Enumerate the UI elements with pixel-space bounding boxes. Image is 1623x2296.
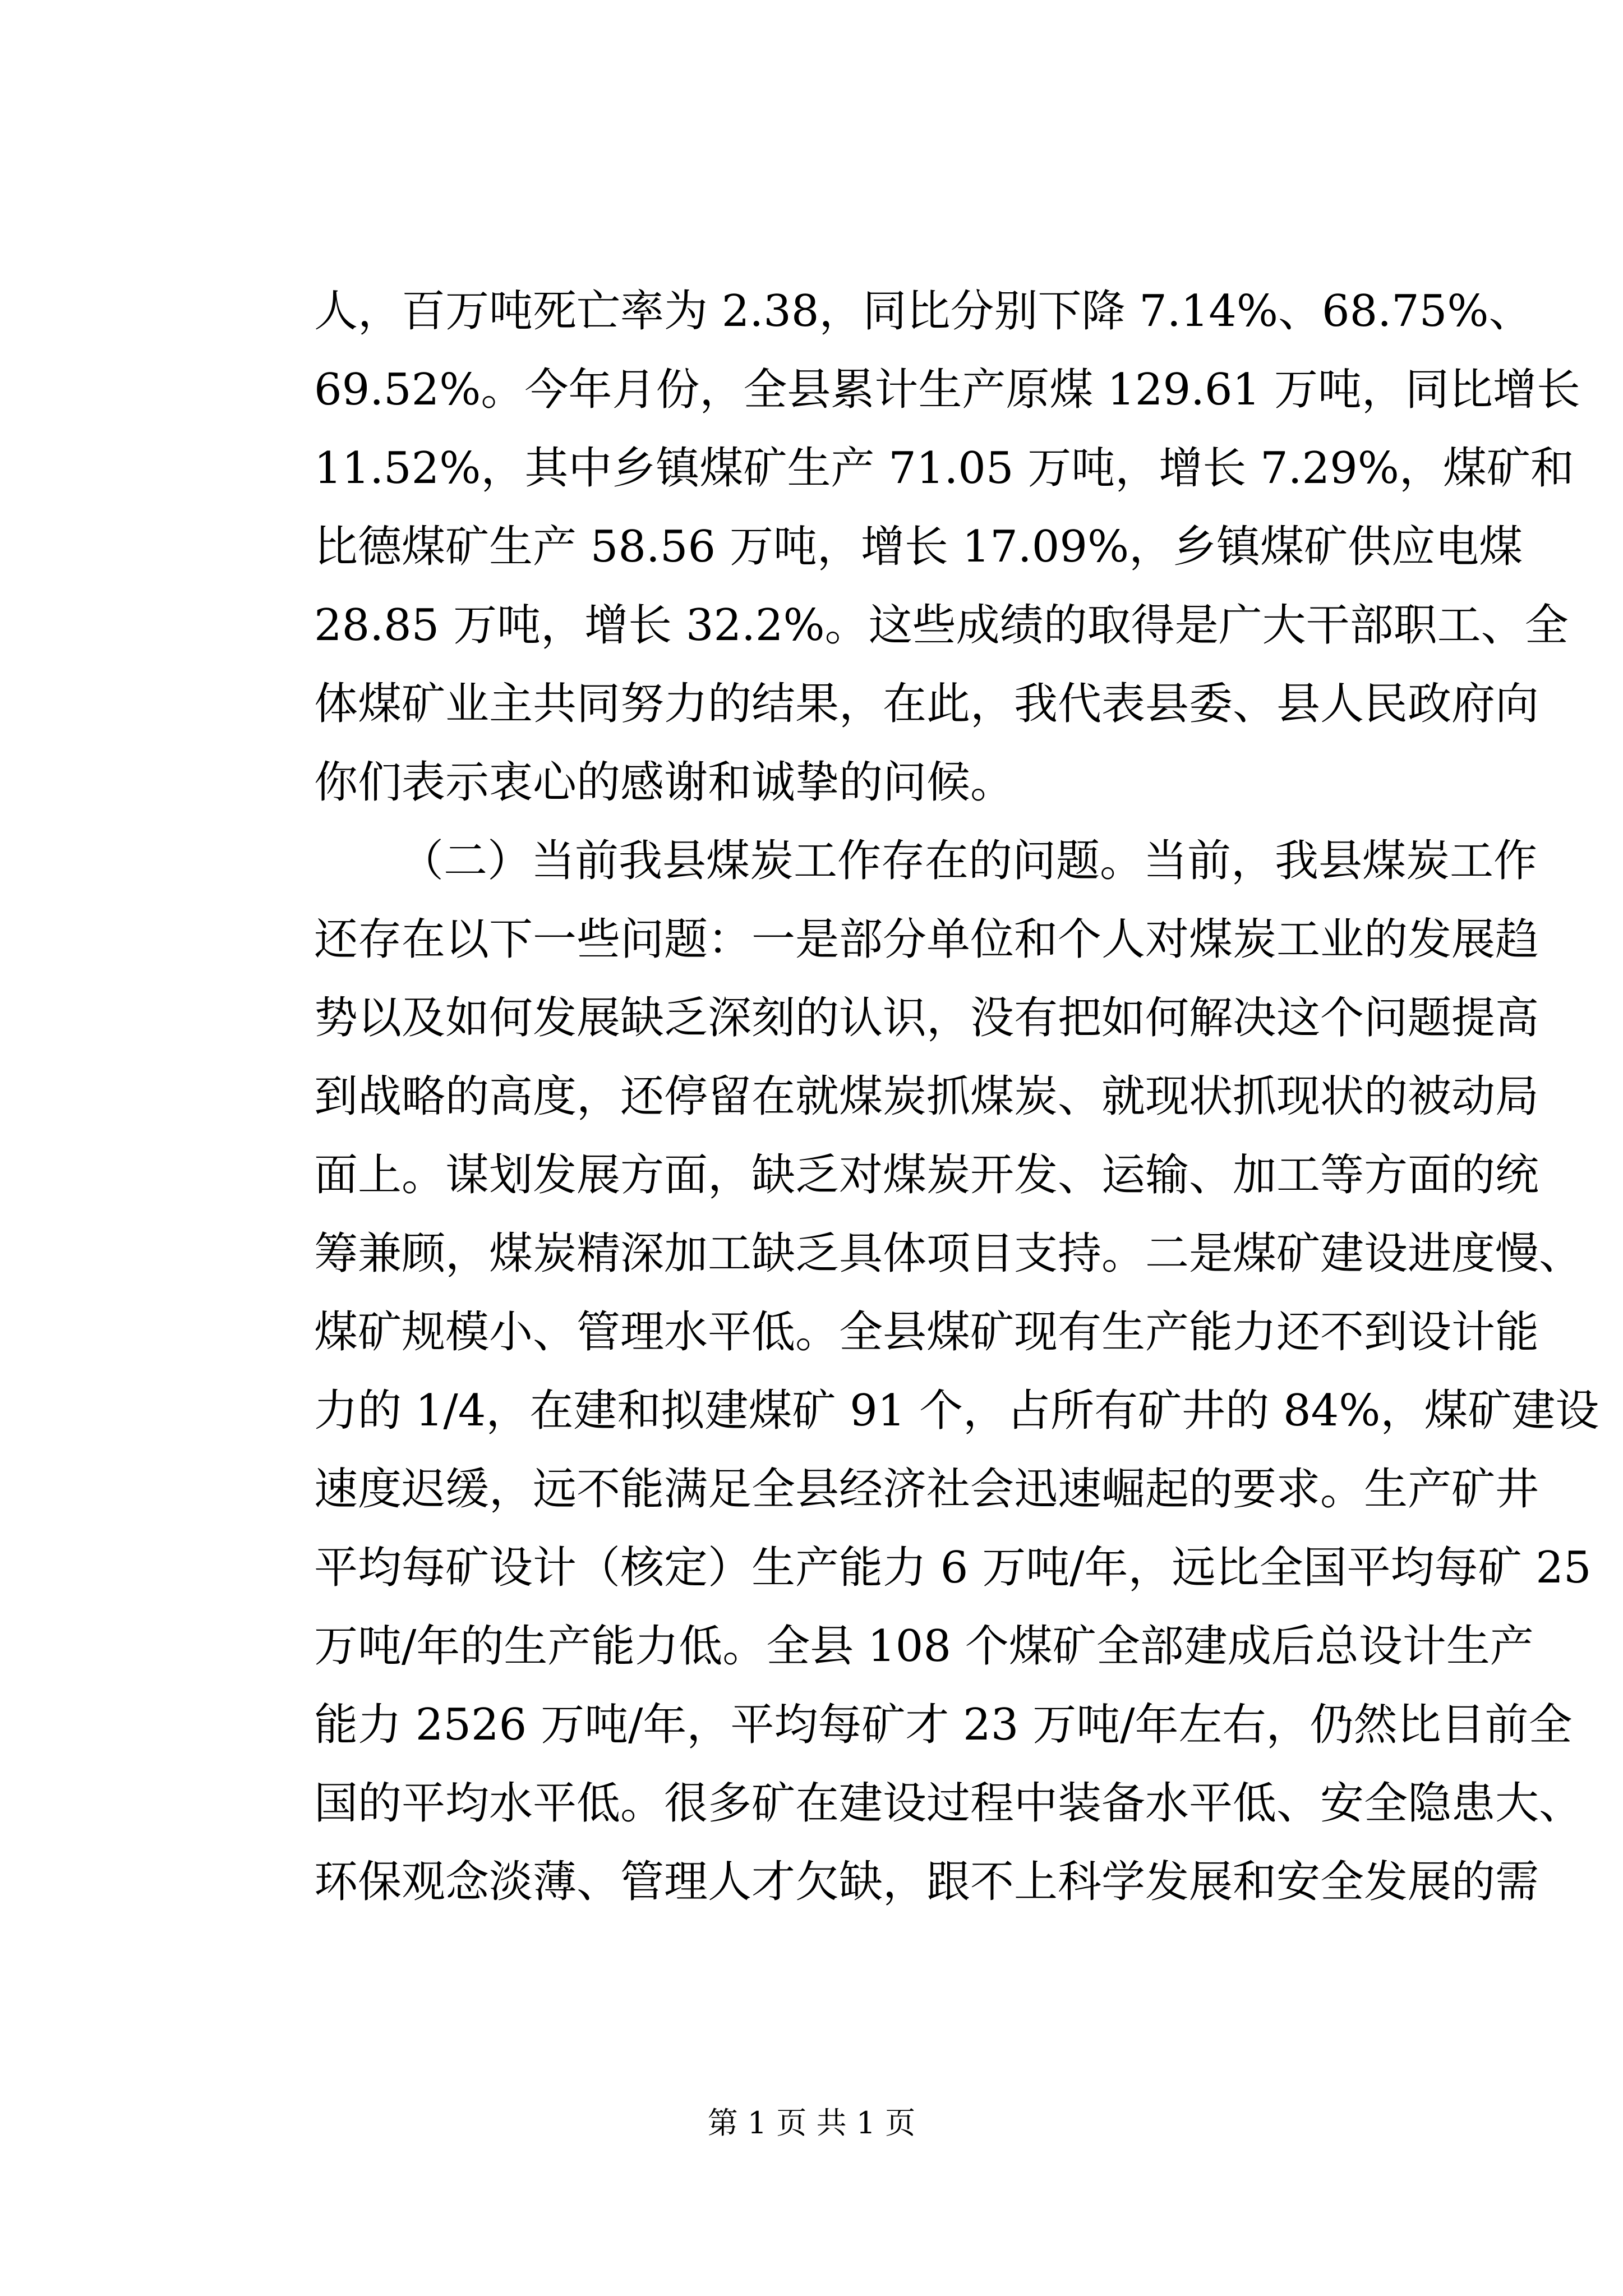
text-line: 力的 1/4，在建和拟建煤矿 91 个，占所有矿井的 84%，煤矿建设 bbox=[314, 1386, 1599, 1436]
text-line: 体煤矿业主共同努力的结果，在此，我代表县委、县人民政府向 bbox=[314, 679, 1539, 729]
text-line: 平均每矿设计（核定）生产能力 6 万吨/年，远比全国平均每矿 25 bbox=[314, 1543, 1592, 1593]
text-line: 国的平均水平低。很多矿在建设过程中装备水平低、安全隐患大、 bbox=[314, 1778, 1583, 1829]
page-footer: 第 1 页 共 1 页 bbox=[707, 2105, 916, 2141]
text-line: 速度迟缓，远不能满足全县经济社会迅速崛起的要求。生产矿井 bbox=[314, 1464, 1539, 1515]
text-line: 人，百万吨死亡率为 2.38，同比分别下降 7.14%、68.75%、 bbox=[314, 286, 1533, 337]
text-line: 筹兼顾，煤炭精深加工缺乏具体项目支持。二是煤矿建设进度慢、 bbox=[314, 1228, 1583, 1279]
text-line: 环保观念淡薄、管理人才欠缺，跟不上科学发展和安全发展的需 bbox=[314, 1857, 1539, 1907]
text-line: 煤矿规模小、管理水平低。全县煤矿现有生产能力还不到设计能 bbox=[314, 1307, 1539, 1358]
text-line: 面上。谋划发展方面，缺乏对煤炭开发、运输、加工等方面的统 bbox=[314, 1150, 1539, 1200]
text-line: 你们表示衷心的感谢和诚挚的问候。 bbox=[314, 757, 1015, 808]
text-line: 比德煤矿生产 58.56 万吨，增长 17.09%，乡镇煤矿供应电煤 bbox=[314, 522, 1523, 572]
paragraph-heading-line: （二）当前我县煤炭工作存在的问题。当前，我县煤炭工作 bbox=[400, 836, 1538, 886]
text-line: 28.85 万吨，增长 32.2%。这些成绩的取得是广大干部职工、全 bbox=[314, 600, 1569, 651]
text-line: 69.52%。今年月份，全县累计生产原煤 129.61 万吨，同比增长 bbox=[314, 365, 1580, 415]
text-line: 势以及如何发展缺乏深刻的认识，没有把如何解决这个问题提高 bbox=[314, 993, 1539, 1043]
text-line: 到战略的高度，还停留在就煤炭抓煤炭、就现状抓现状的被动局 bbox=[314, 1071, 1539, 1122]
text-line: 能力 2526 万吨/年，平均每矿才 23 万吨/年左右，仍然比目前全 bbox=[314, 1700, 1573, 1750]
text-line: 11.52%，其中乡镇煤矿生产 71.05 万吨，增长 7.29%，煤矿和 bbox=[314, 443, 1574, 494]
text-line: 万吨/年的生产能力低。全县 108 个煤矿全部建成后总设计生产 bbox=[314, 1621, 1534, 1672]
text-line: 还存在以下一些问题：一是部分单位和个人对煤炭工业的发展趋 bbox=[314, 914, 1539, 965]
